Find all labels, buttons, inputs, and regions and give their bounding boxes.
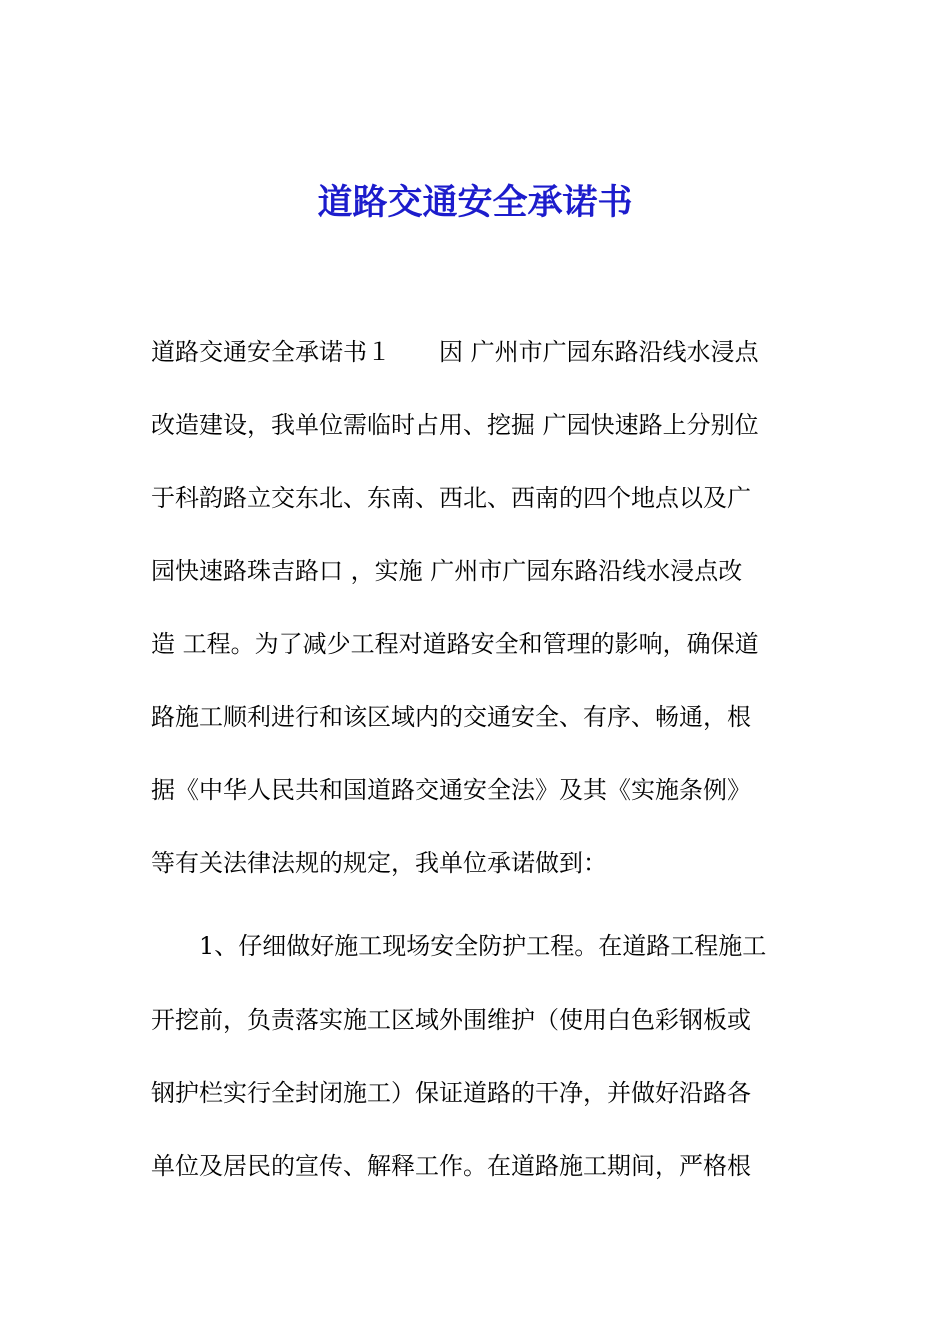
body-line-2: 改造建设，我单位需临时占用、挖掘 广园快速路上分别位	[151, 411, 759, 439]
body-line-6: 路施工顺利进行和该区域内的交通安全、有序、畅通，根	[151, 703, 751, 731]
body-line-8: 等有关法律法规的规定，我单位承诺做到：	[151, 849, 607, 877]
body-line-4: 园快速路珠吉路口 ，实施 广州市广园东路沿线水浸点改	[151, 557, 743, 585]
body-line-7: 据《中华人民共和国道路交通安全法》及其《实施条例》	[151, 776, 751, 804]
body-line-11: 钢护栏实行全封闭施工）保证道路的干净，并做好沿路各	[151, 1079, 751, 1107]
body-line-9: 1、仔细做好施工现场安全防护工程。在道路工程施工	[151, 932, 767, 960]
body-line-10: 开挖前，负责落实施工区域外围维护（使用白色彩钢板或	[151, 1006, 751, 1034]
body-line-1: 道路交通安全承诺书１ 因 广州市广园东路沿线水浸点	[151, 338, 759, 366]
body-line-3: 于科韵路立交东北、东南、西北、西南的四个地点以及广	[151, 484, 751, 512]
document-title: 道路交通安全承诺书	[317, 182, 633, 223]
body-line-5: 造 工程。为了减少工程对道路安全和管理的影响，确保道	[151, 630, 759, 658]
body-line-12: 单位及居民的宣传、解释工作。在道路施工期间，严格根	[151, 1152, 751, 1180]
